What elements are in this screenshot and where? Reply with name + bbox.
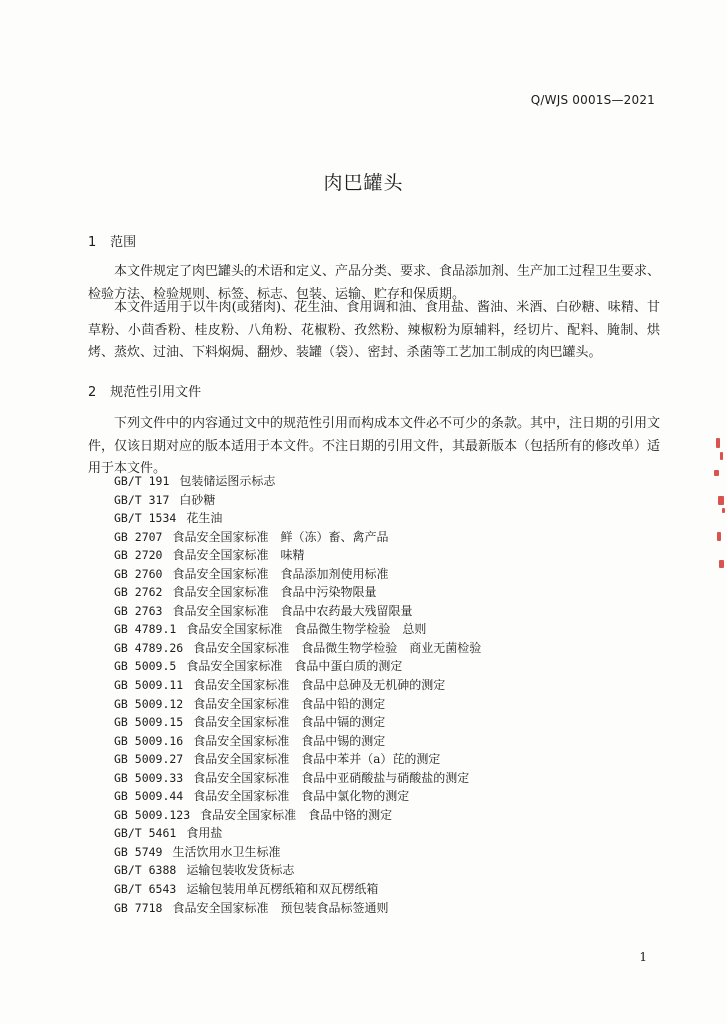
reference-item: GB 2720 食品安全国家标准 味精 [114, 548, 305, 563]
reference-item: GB 2762 食品安全国家标准 食品中污染物限量 [114, 585, 377, 600]
normative-references-list [114, 472, 481, 917]
reference-item: GB 2760 食品安全国家标准 食品添加剂使用标准 [114, 566, 389, 581]
reference-item: GB 5009.27 食品安全国家标准 食品中苯并（a）芘的测定 [114, 752, 441, 767]
section-2-paragraph-1: 下列文件中的内容通过文中的规范性引用而构成本文件必不可少的条款。其中，注日期的引用文件，仅该日期对应的版本适用于本文件。不注日期的引用文件，其最新版本（包括所有的修改单）适用于本文件。 [88, 416, 661, 476]
reference-item: GB/T 5461 食用盐 [114, 826, 223, 841]
reference-item: GB 5009.11 食品安全国家标准 食品中总砷及无机砷的测定 [114, 678, 446, 693]
reference-item: GB 5009.15 食品安全国家标准 食品中镉的测定 [114, 715, 386, 730]
reference-item: GB 5009.33 食品安全国家标准 食品中亚硝酸盐与硝酸盐的测定 [114, 770, 470, 785]
section-2-number: 2 [88, 385, 97, 400]
reference-item: GB/T 6543 运输包装用单瓦楞纸箱和双瓦楞纸箱 [114, 882, 379, 897]
section-1-paragraph-2: 本文件适用于以牛肉(或猪肉)、花生油、食用调和油、食用盐、酱油、米酒、白砂糖、味精、甘草粉、小茴香粉、桂皮粉、八角粉、花椒粉、孜然粉、辣椒粉为原辅料，经切片、配料、腌制、烘烤、蒸炊、过油、下料焖焗、翻炒、装罐（袋）、密封、杀菌等工艺加工制成的肉巴罐头。 [88, 300, 660, 360]
reference-item: GB 5009.16 食品安全国家标准 食品中锡的测定 [114, 733, 386, 748]
section-2-heading [88, 381, 201, 400]
section-1-title: 范围 [110, 235, 137, 250]
reference-item: GB/T 317 白砂糖 [114, 492, 216, 507]
reference-item: GB 4789.26 食品安全国家标准 食品微生物学检验 商业无菌检验 [114, 640, 482, 655]
section-2-title: 规范性引用文件 [110, 385, 202, 400]
reference-item: GB 5009.12 食品安全国家标准 食品中铅的测定 [114, 696, 386, 711]
reference-item: GB/T 6388 运输包装收发货标志 [114, 863, 295, 878]
section-1-paragraph-1: 本文件规定了肉巴罐头的术语和定义、产品分类、要求、食品添加剂、生产加工过程卫生要求、检验方法、检验规则、标签、标志、包装、运输、贮存和保质期。 [88, 264, 661, 302]
reference-item: GB 7718 食品安全国家标准 预包装食品标签通则 [114, 900, 389, 915]
reference-item: GB 4789.1 食品安全国家标准 食品微生物学检验 总则 [114, 622, 427, 637]
page-number: 1 [639, 950, 647, 964]
reference-item: GB 5009.44 食品安全国家标准 食品中氯化物的测定 [114, 789, 410, 804]
reference-item: GB/T 1534 花生油 [114, 511, 223, 526]
reference-item: GB 5009.5 食品安全国家标准 食品中蛋白质的测定 [114, 659, 403, 674]
document-code: Q/WJS 0001S—2021 [530, 93, 655, 107]
reference-item: GB 2763 食品安全国家标准 食品中农药最大残留限量 [114, 603, 413, 618]
document-title: 肉巴罐头 [323, 172, 404, 194]
reference-item: GB 2707 食品安全国家标准 鲜（冻）畜、禽产品 [114, 529, 389, 544]
section-1-heading [88, 231, 136, 250]
reference-item: GB 5749 生活饮用水卫生标准 [114, 844, 281, 859]
reference-item: GB 5009.123 食品安全国家标准 食品中铬的测定 [114, 807, 393, 822]
section-1-number: 1 [88, 235, 97, 250]
reference-item: GB/T 191 包装储运图示标志 [114, 474, 276, 488]
